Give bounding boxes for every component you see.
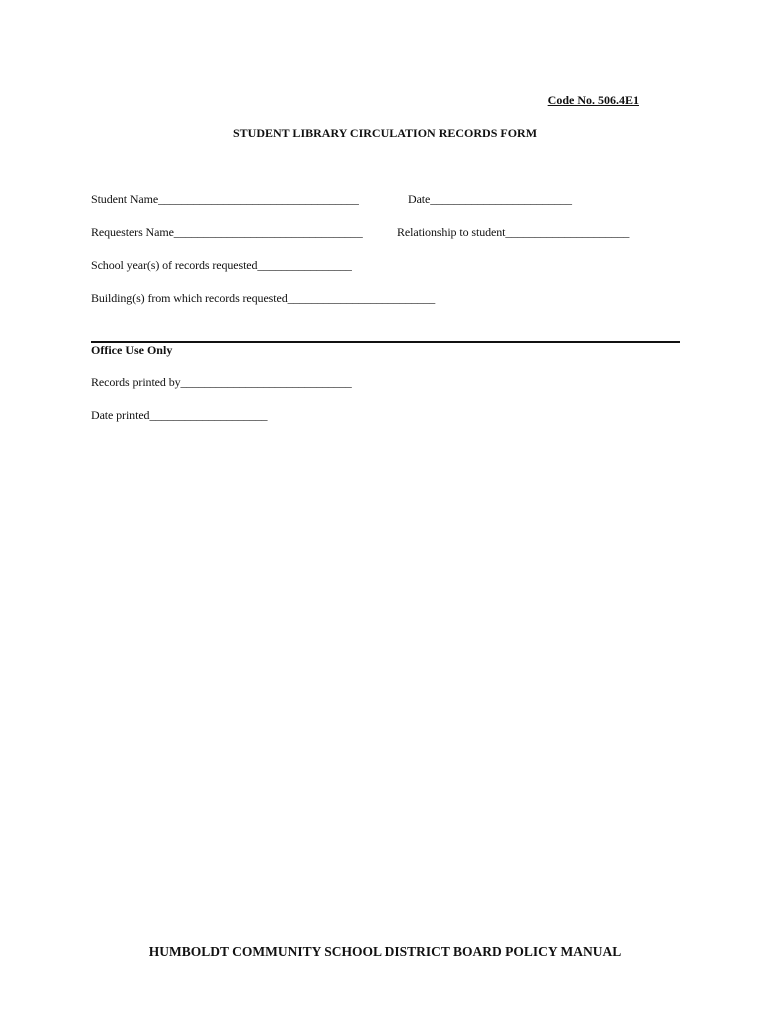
office-use-heading: Office Use Only: [91, 343, 173, 357]
buildings-field[interactable]: Building(s) from which records requested_________________________: [91, 291, 436, 305]
relationship-field[interactable]: Relationship to student_____________________: [397, 225, 630, 239]
requesters-name-field[interactable]: Requesters Name________________________________: [91, 225, 363, 239]
date-field[interactable]: Date________________________: [408, 192, 572, 206]
code-number: Code No. 506.4E1: [547, 93, 639, 107]
footer-manual-title: HUMBOLDT COMMUNITY SCHOOL DISTRICT BOARD POLICY MANUAL: [148, 944, 622, 959]
records-printed-by-field[interactable]: Records printed by_____________________________: [91, 375, 352, 389]
student-name-field[interactable]: Student Name__________________________________: [91, 192, 359, 206]
section-divider: [91, 341, 680, 343]
school-years-field[interactable]: School year(s) of records requested________________: [91, 258, 352, 272]
form-title: STUDENT LIBRARY CIRCULATION RECORDS FORM: [232, 126, 538, 140]
date-printed-field[interactable]: Date printed____________________: [91, 408, 268, 422]
